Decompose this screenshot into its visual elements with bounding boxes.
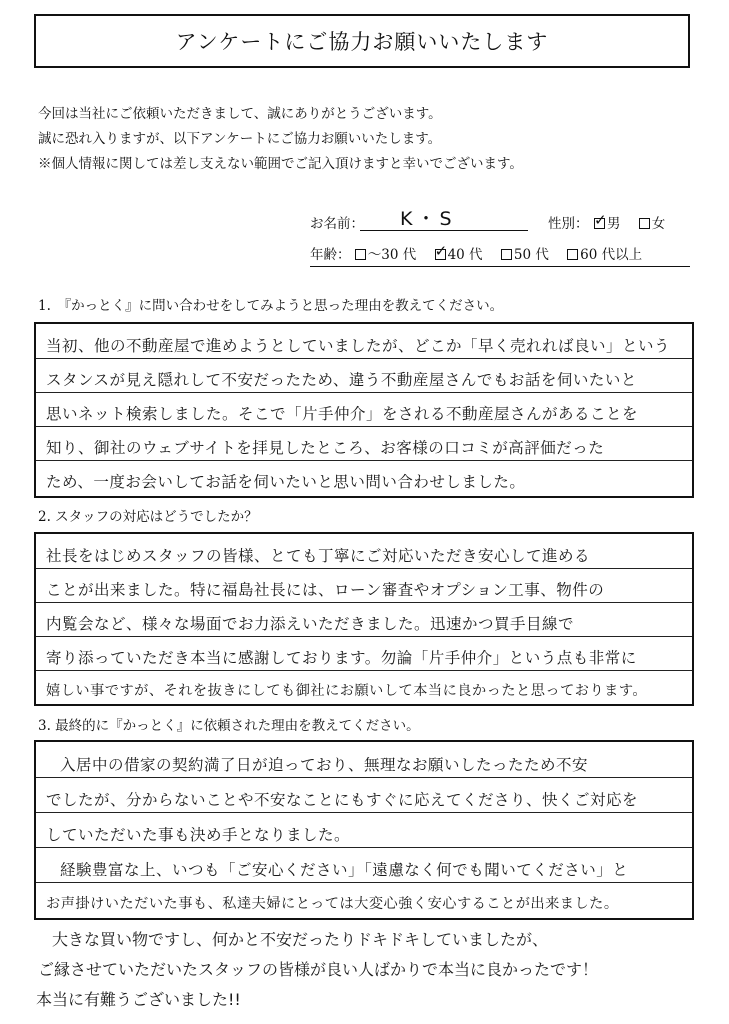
name-underline bbox=[360, 230, 528, 231]
answer-2-line: 嬉しい事ですが、それを抜きにしても御社にお願いして本当に良かったと思っております。 bbox=[46, 683, 648, 699]
answer-2-line: 寄り添っていただき本当に感謝しております。勿論「片手仲介」という点も非常に bbox=[46, 649, 637, 667]
checkbox-icon[interactable] bbox=[355, 249, 366, 260]
intro-text bbox=[38, 102, 523, 177]
answer-box-1 bbox=[34, 322, 694, 498]
ruled-line bbox=[36, 568, 692, 569]
answer-3-line: していただいた事も決め手となりました。 bbox=[46, 826, 351, 844]
ruled-line bbox=[36, 460, 692, 461]
question-1-label: 1. 『かっとく』に問い合わせをしてみようと思った理由を教えてください。 bbox=[38, 298, 504, 314]
name-row bbox=[310, 208, 690, 232]
answer-box-2 bbox=[34, 532, 694, 706]
name-label: お名前： bbox=[310, 216, 364, 232]
answer-3-line: でしたが、分からないことや不安なことにもすぐに応えてくださり、快くご対応を bbox=[46, 791, 639, 809]
checkbox-icon[interactable] bbox=[501, 249, 512, 260]
ruled-line bbox=[36, 426, 692, 427]
ruled-line bbox=[36, 882, 692, 883]
checkbox-icon[interactable] bbox=[567, 249, 578, 260]
intro-line: 今回は当社にご依頼いただきまして、誠にありがとうございます。 bbox=[38, 106, 442, 122]
name-value: K・S bbox=[400, 208, 456, 230]
answer-2-line: 内覧会など、様々な場面でお力添えいただきました。迅速かつ買手目線で bbox=[46, 615, 575, 633]
intro-line: ※個人情報に関しては差し支えない範囲でご記入頂けますと幸いでございます。 bbox=[38, 156, 523, 172]
age-row bbox=[310, 243, 656, 263]
gender-option-female[interactable]: 女 bbox=[639, 212, 666, 232]
age-option-40s[interactable]: ✓ 40 代 bbox=[435, 243, 483, 263]
question-2-label: 2. スタッフの対応はどうでしたか？ bbox=[38, 509, 258, 525]
closing-line: ご縁させていただいたスタッフの皆様が良い人ばかりで本当に良かったです！ bbox=[38, 960, 599, 979]
answer-box-3 bbox=[34, 740, 694, 920]
answer-1-line: 思いネット検索しました。そこで「片手仲介」をされる不動産屋さんがあることを bbox=[46, 405, 639, 423]
answer-2-line: 社長をはじめスタッフの皆様、とても丁寧にご対応いただき安心して進める bbox=[46, 547, 591, 565]
ruled-line bbox=[36, 602, 692, 603]
intro-line: 誠に恐れ入りますが、以下アンケートにご協力お願いいたします。 bbox=[38, 131, 442, 147]
age-option-50s[interactable]: 50 代 bbox=[501, 243, 549, 263]
survey-title: アンケートにご協力お願いいたします bbox=[34, 14, 690, 68]
answer-1-line: 当初、他の不動産屋で進めようとしていましたが、どこか「早く売れれば良い」という bbox=[46, 337, 671, 355]
question-3-label: 3. 最終的に『かっとく』に依頼された理由を教えてください。 bbox=[38, 718, 420, 734]
ruled-line bbox=[36, 670, 692, 671]
answer-2-line: ことが出来ました。特に福島社長には、ローン審査やオプション工事、物件の bbox=[46, 581, 605, 599]
ruled-line bbox=[36, 777, 692, 778]
closing-line: 本当に有難うございました!! bbox=[36, 990, 241, 1009]
gender-option-male[interactable]: ✓ 男 bbox=[594, 212, 621, 232]
ruled-line bbox=[36, 636, 692, 637]
age-option-under-30[interactable]: ～30 代 bbox=[355, 243, 416, 263]
gender-options bbox=[594, 212, 679, 232]
answer-3-line: お声掛けいただいた事も、私達夫婦にとっては大変心強く安心することが出来ました。 bbox=[46, 896, 619, 912]
ruled-line bbox=[36, 847, 692, 848]
info-underline bbox=[310, 266, 690, 267]
ruled-line bbox=[36, 812, 692, 813]
checkbox-icon[interactable] bbox=[639, 218, 650, 229]
ruled-line bbox=[36, 358, 692, 359]
age-option-60-plus[interactable]: 60 代以上 bbox=[567, 243, 642, 263]
checkbox-checked-icon[interactable] bbox=[435, 249, 446, 260]
answer-1-line: 知り、御社のウェブサイトを拝見したところ、お客様の口コミが高評価だった bbox=[46, 439, 605, 457]
checkbox-checked-icon[interactable] bbox=[594, 218, 605, 229]
answer-3-line: 入居中の借家の契約満了日が迫っており、無理なお願いしたったため不安 bbox=[60, 756, 589, 774]
gender-label: 性別： bbox=[548, 216, 589, 232]
answer-1-line: ため、一度お会いしてお話を伺いたいと思い問い合わせしました。 bbox=[46, 473, 526, 491]
answer-3-line: 経験豊富な上、いつも「ご安心ください」「遠慮なく何でも聞いてください」と bbox=[60, 861, 629, 879]
age-label: 年齢： bbox=[310, 247, 351, 263]
ruled-line bbox=[36, 392, 692, 393]
answer-1-line: スタンスが見え隠れして不安だったため、違う不動産屋さんでもお話を伺いたいと bbox=[46, 371, 637, 389]
age-options bbox=[355, 243, 656, 263]
closing-line: 大きな買い物ですし、何かと不安だったりドキドキしていましたが、 bbox=[52, 930, 549, 949]
